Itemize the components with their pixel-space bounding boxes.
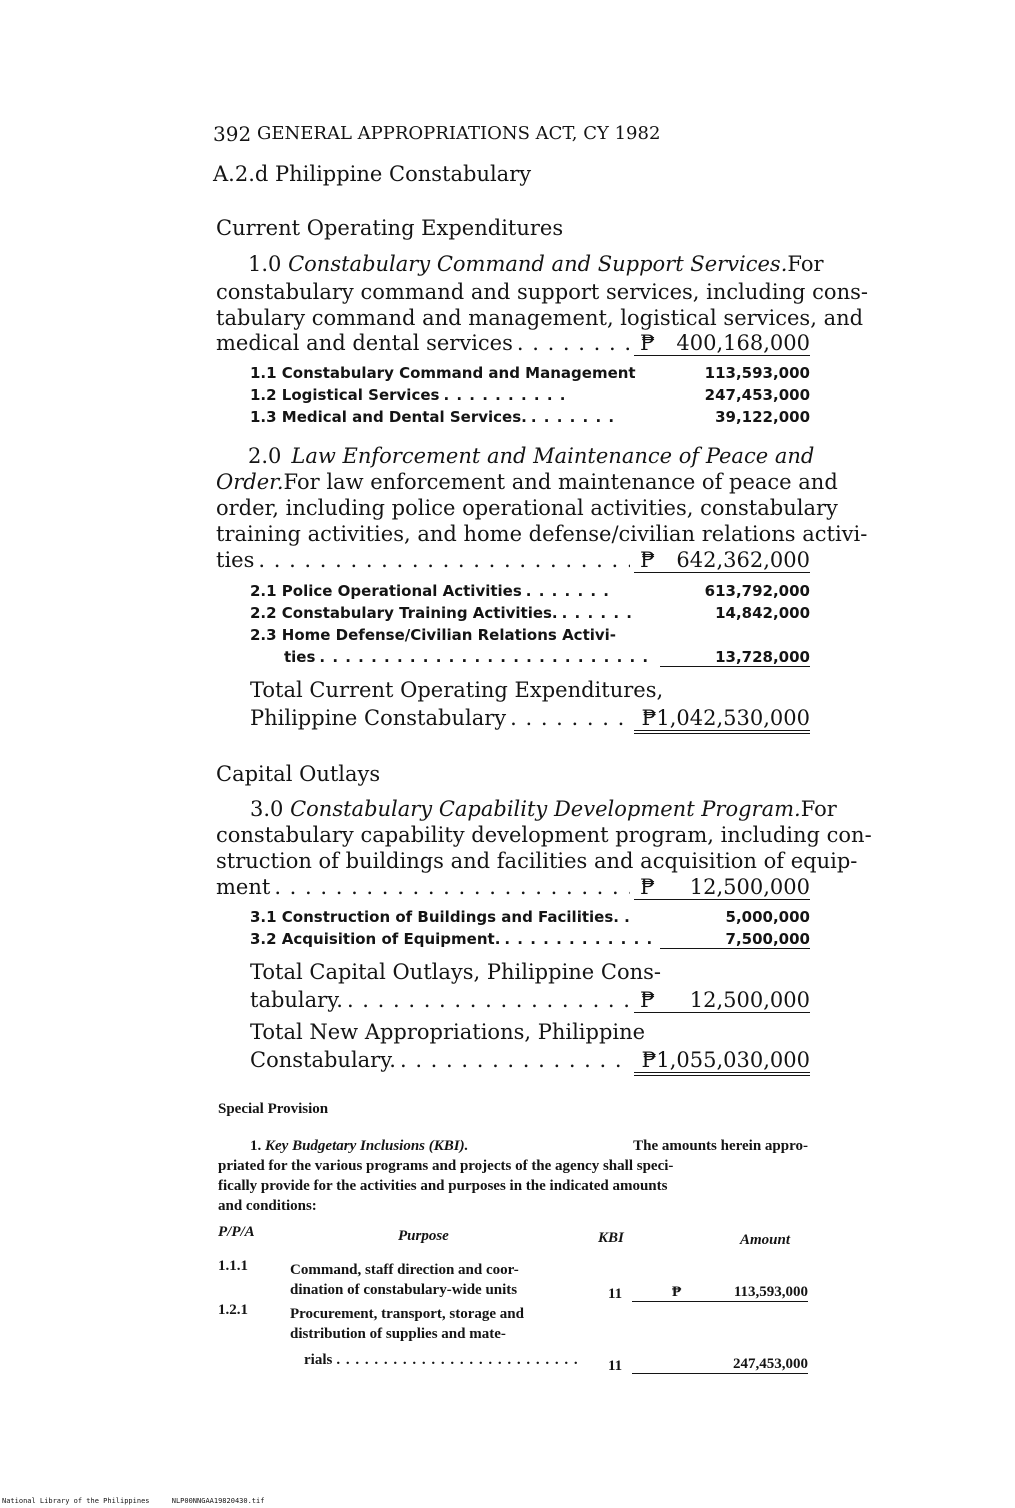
item-label: 1.2 Logistical Services: [250, 386, 440, 404]
item-label: 3.2 Acquisition of Equipment.: [250, 930, 501, 948]
table-header-amount: Amount: [740, 1232, 791, 1248]
total-capital-line1: Total Capital Outlays, Philippine Cons-: [250, 960, 662, 984]
leader-dots: [400, 1048, 630, 1072]
total-current-line1: Total Current Operating Expenditures,: [250, 678, 664, 702]
page-number: 392: [213, 122, 252, 146]
p1-amount: 400,168,000: [676, 331, 810, 355]
leader-dots: [562, 604, 637, 622]
item-amount: 613,792,000: [704, 582, 810, 600]
row1-purpose-line1: Command, staff direction and coor-: [290, 1262, 519, 1278]
section-heading-current: Current Operating Expenditures: [216, 216, 564, 240]
leader-dots: [510, 706, 630, 730]
p2-item-2: [250, 604, 810, 622]
p1-text-rest: For: [787, 252, 824, 276]
row1-ppa: 1.1.1: [218, 1258, 248, 1274]
p1-number: 1.0: [248, 252, 282, 276]
p2-title-line2: Order.: [216, 470, 284, 494]
sp-para-line4: and conditions:: [218, 1198, 317, 1214]
p1-first-line: [248, 252, 824, 276]
p3-title: Constabulary Capability Development Program.: [290, 797, 801, 821]
p3-amount: 12,500,000: [689, 875, 810, 899]
row1-amount: 113,593,000: [733, 1284, 808, 1300]
p3-number: 3.0: [250, 797, 284, 821]
total-capital-line2: [250, 988, 810, 1013]
grand-total-label: Constabulary.: [250, 1048, 396, 1072]
p3-text-rest: For: [800, 797, 837, 821]
sp-para-line2: priated for the various programs and projects of the agency shall speci-: [218, 1158, 674, 1174]
item-label: ties: [284, 648, 316, 666]
currency-symbol: ₱: [640, 988, 655, 1012]
footer-file-id: NLP00NNGAA19820430.tif: [171, 1497, 265, 1505]
row2-purpose-line1: Procurement, transport, storage and: [290, 1306, 524, 1322]
total-current-amount: ₱1,042,530,000: [634, 706, 810, 734]
sp-para-rest: The amounts herein appro-: [633, 1138, 808, 1154]
leader-dots: [504, 930, 656, 948]
leader-dots: [526, 582, 613, 600]
row1-kbi: 11: [608, 1286, 623, 1302]
row2-purpose-line3: [304, 1352, 584, 1369]
item-label: 2.2 Constabulary Training Activities.: [250, 604, 558, 622]
item-amount: 7,500,000: [660, 930, 810, 949]
leader-dots: [258, 548, 630, 572]
row1-amount-cell: [632, 1284, 808, 1302]
p2-line3: order, including police operational activities, constabulary: [216, 496, 838, 520]
p1-item-3: [250, 408, 810, 426]
item-amount: 113,593,000: [704, 364, 810, 382]
p2-amount: 642,362,000: [676, 548, 810, 572]
item-amount: 5,000,000: [725, 908, 810, 926]
sp-para-title: Key Budgetary Inclusions (KBI).: [265, 1138, 469, 1154]
p3-item-2: [250, 930, 810, 949]
p2-title-line1: Law Enforcement and Maintenance of Peace and: [291, 444, 815, 468]
total-capital-amount: 12,500,000: [689, 988, 810, 1012]
table-header-purpose: Purpose: [398, 1228, 449, 1244]
leader-dots: [347, 988, 630, 1012]
p1-item-2: [250, 386, 810, 404]
p1-title: Constabulary Command and Support Services.: [288, 252, 788, 276]
currency-symbol: ₱: [672, 1284, 682, 1300]
p3-first-line: [250, 797, 837, 821]
p1-line2: constabulary command and support services, including cons-: [216, 280, 868, 304]
item-label: 2.1 Police Operational Activities: [250, 582, 522, 600]
grand-total-line1: Total New Appropriations, Philippine: [250, 1020, 646, 1044]
row2-amount: 247,453,000: [632, 1356, 808, 1374]
total-current-label: Philippine Constabulary: [250, 706, 507, 730]
section-heading-capital: Capital Outlays: [216, 762, 381, 786]
total-current-line2: [250, 706, 810, 734]
currency-symbol: ₱: [640, 875, 655, 899]
leader-dots: [517, 331, 630, 355]
p2-number: 2.0: [248, 444, 282, 468]
leader-dots: [336, 1352, 580, 1369]
currency-symbol: ₱: [640, 331, 655, 355]
p2-item-3-line1: 2.3 Home Defense/Civilian Relations Activi-: [250, 626, 617, 644]
p2-last-line: [216, 548, 810, 573]
special-provision-heading: Special Provision: [218, 1101, 329, 1117]
row2-kbi: 11: [608, 1358, 623, 1374]
row2-purpose-last: rials: [304, 1352, 333, 1368]
scan-footer: [2, 1497, 264, 1505]
p2-first-line: [248, 444, 815, 468]
table-header-kbi: KBI: [598, 1230, 624, 1246]
p3-last-line: [216, 875, 810, 900]
row2-ppa: 1.2.1: [218, 1302, 248, 1318]
footer-library: National Library of the Philippines: [2, 1497, 150, 1505]
p2-text-rest: For law enforcement and maintenance of peace and: [283, 470, 838, 494]
running-title: GENERAL APPROPRIATIONS ACT, CY 1982: [257, 123, 661, 144]
item-amount: 247,453,000: [704, 386, 811, 404]
p2-item-3-line2: [284, 648, 810, 667]
item-label: 3.1 Construction of Buildings and Facilities. .: [250, 908, 630, 926]
item-label: 1.3 Medical and Dental Services.: [250, 408, 527, 426]
sp-para-line1: [250, 1138, 808, 1155]
p3-text-last: ment: [216, 875, 271, 899]
p2-line4: training activities, and home defense/civilian relations activi-: [216, 522, 868, 546]
leader-dots: [274, 875, 630, 899]
grand-total-line2: [250, 1048, 810, 1076]
row2-purpose-line2: distribution of supplies and mate-: [290, 1326, 506, 1342]
sp-para-number: 1.: [250, 1138, 262, 1154]
p3-line3: struction of buildings and facilities and acquisition of equip-: [216, 849, 858, 873]
item-amount: 39,122,000: [715, 408, 811, 426]
p1-text-last: medical and dental services: [216, 331, 513, 355]
currency-symbol: ₱: [640, 548, 655, 572]
table-header-ppa: P/P/A: [218, 1224, 255, 1240]
p3-line2: constabulary capability development program, including con-: [216, 823, 872, 847]
p3-item-1: [250, 908, 810, 926]
leader-dots: [319, 648, 656, 666]
leader-dots: [531, 408, 621, 426]
grand-total-amount: ₱1,055,030,000: [634, 1048, 810, 1076]
p2-text-last: ties: [216, 548, 255, 572]
p2-line2: [216, 470, 838, 494]
leader-dots: [443, 386, 572, 404]
p1-last-line: [216, 331, 810, 356]
p1-line3: tabulary command and management, logistical services, and: [216, 306, 864, 330]
total-capital-label: tabulary.: [250, 988, 343, 1012]
sp-para-line3: fically provide for the activities and purposes in the indicated amounts: [218, 1178, 668, 1194]
row1-purpose-line2: dination of constabulary-wide units: [290, 1282, 518, 1298]
item-amount: 13,728,000: [660, 648, 810, 667]
p2-item-1: [250, 582, 810, 600]
agency-title: A.2.d Philippine Constabulary: [213, 162, 532, 186]
item-amount: 14,842,000: [715, 604, 811, 622]
p1-item-1: [250, 364, 810, 382]
item-label: 1.1 Constabulary Command and Management: [250, 364, 636, 382]
